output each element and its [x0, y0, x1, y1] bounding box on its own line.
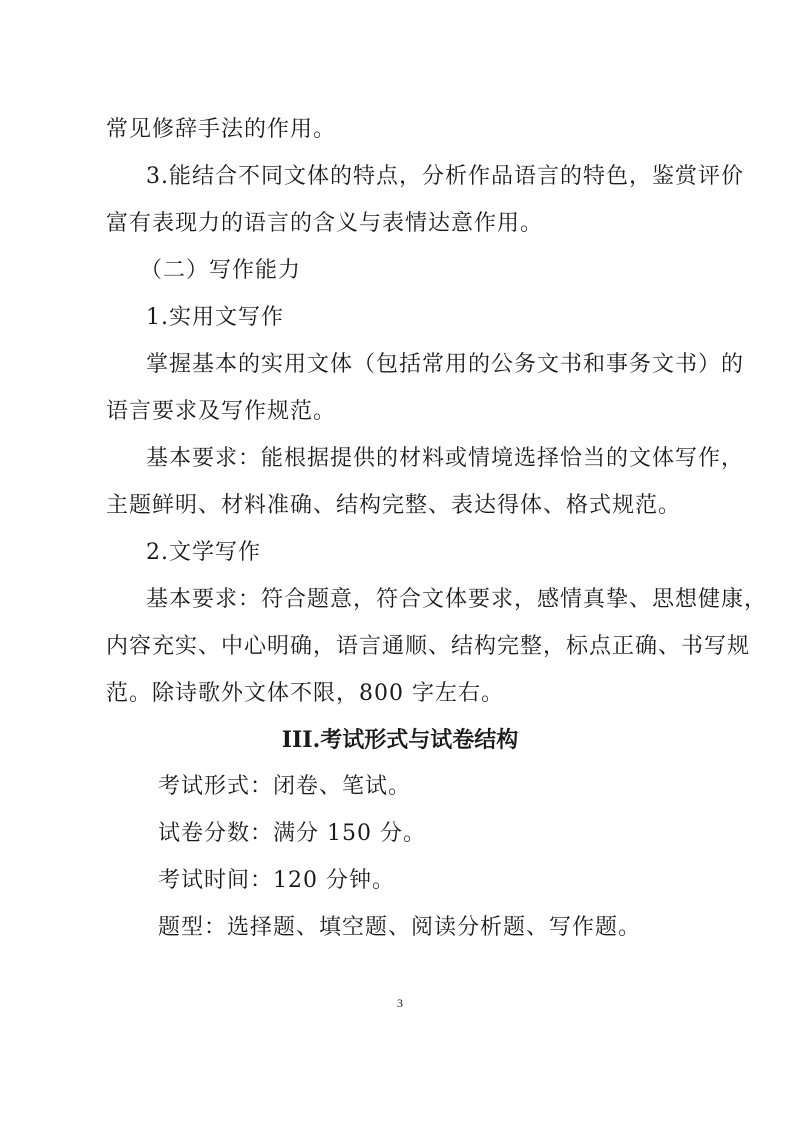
paragraph-line: 3.能结合不同文体的特点，分析作品语言的特色，鉴赏评价 [146, 164, 744, 189]
paragraph-line: 基本要求：符合题意，符合文体要求，感情真挚、思想健康， [146, 587, 768, 612]
paragraph-line: 内容充实、中心明确，语言通顺、结构完整，标点正确、书写规 [106, 634, 751, 659]
exam-info-line: 考试形式：闭卷、笔试。 [158, 774, 412, 799]
paragraph-line: 常见修辞手法的作用。 [106, 117, 337, 142]
paragraph-line: 基本要求：能根据提供的材料或情境选择恰当的文体写作， [146, 446, 745, 471]
exam-info-line: 题型：选择题、填空题、阅读分析题、写作题。 [158, 915, 642, 940]
exam-info-line: 试卷分数：满分 150 分。 [158, 821, 426, 846]
section-heading: III.考试形式与试卷结构 [281, 727, 519, 753]
paragraph-line: 范。除诗歌外文体不限，800 字左右。 [106, 681, 504, 706]
subsection-item-title: 1.实用文写作 [146, 305, 284, 330]
subsection-item-title: 2.文学写作 [146, 540, 261, 565]
paragraph-line: 掌握基本的实用文体（包括常用的公务文书和事务文书）的 [146, 352, 745, 377]
paragraph-line: 富有表现力的语言的含义与表情达意作用。 [106, 211, 544, 236]
subsection-title: （二）写作能力 [140, 258, 302, 283]
page-number: 3 [397, 996, 403, 1010]
paragraph-line: 语言要求及写作规范。 [106, 399, 337, 424]
exam-info-line: 考试时间：120 分钟。 [158, 868, 395, 893]
paragraph-line: 主题鲜明、材料准确、结构完整、表达得体、格式规范。 [106, 493, 682, 518]
